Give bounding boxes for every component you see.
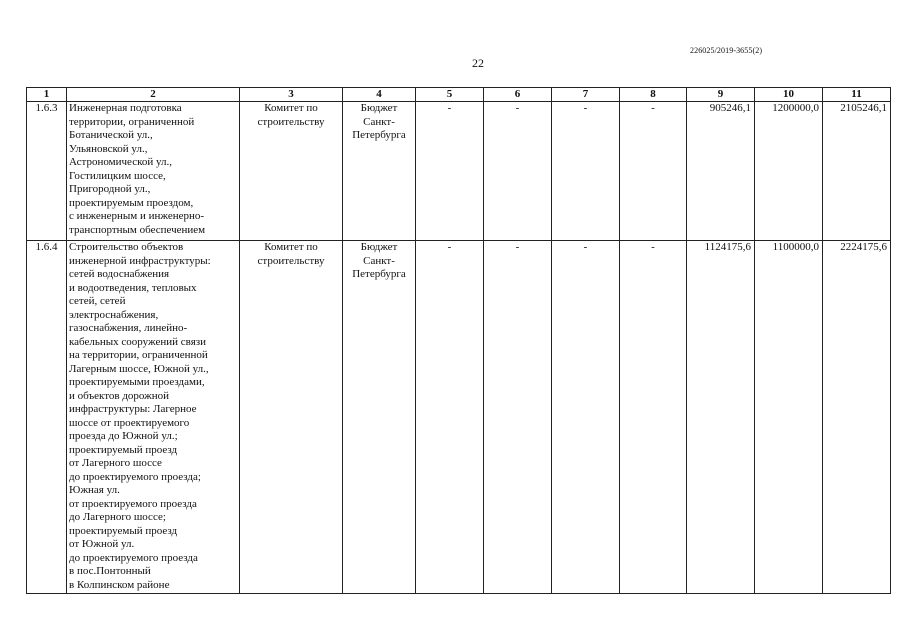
table-header-row bbox=[27, 88, 891, 102]
row-id: 1.6.4 bbox=[27, 241, 67, 594]
column-header: 9 bbox=[687, 88, 755, 102]
column-header: 11 bbox=[823, 88, 891, 102]
table-row bbox=[27, 241, 891, 594]
row-col10: 1100000,0 bbox=[755, 241, 823, 594]
row-col9: 1124175,6 bbox=[687, 241, 755, 594]
row-col10: 1200000,0 bbox=[755, 102, 823, 241]
column-header: 3 bbox=[240, 88, 343, 102]
page-number: 22 bbox=[472, 56, 484, 70]
row-source: Бюджет Санкт-Петербурга bbox=[343, 241, 416, 594]
row-col8: - bbox=[620, 241, 687, 594]
column-header: 1 bbox=[27, 88, 67, 102]
row-executor: Комитет по строительству bbox=[240, 241, 343, 594]
row-id: 1.6.3 bbox=[27, 102, 67, 241]
column-header: 4 bbox=[343, 88, 416, 102]
row-name: Строительство объектов инженерной инфраструктуры: сетей водоснабжения и водоотведения, тепловых сетей, сетей электроснабжения, газоснабжения, линейно- кабельных сооружений связи на территории, ограниченной Лагерным шоссе, Южной ул., проектируемыми проездами, и объектов дорожной инфраструктуры: Лагерное шоссе от проектируемого проезда до Южной ул.; проектируемый проезд от Лагерного шоссе до проектируемого проезда; Южная ул. от проектируемого проезда до Лагерного шоссе; проектируемый проезд от Южной ул. до проектируемого проезда в пос.Понтонный в Колпинском районе bbox=[67, 241, 240, 594]
column-header: 10 bbox=[755, 88, 823, 102]
budget-table bbox=[26, 87, 891, 594]
row-col6: - bbox=[484, 102, 552, 241]
row-col9: 905246,1 bbox=[687, 102, 755, 241]
row-source: Бюджет Санкт-Петербурга bbox=[343, 102, 416, 241]
row-executor: Комитет по строительству bbox=[240, 102, 343, 241]
row-col5: - bbox=[416, 241, 484, 594]
row-col7: - bbox=[552, 102, 620, 241]
row-col11: 2224175,6 bbox=[823, 241, 891, 594]
row-col6: - bbox=[484, 241, 552, 594]
column-header: 7 bbox=[552, 88, 620, 102]
row-col8: - bbox=[620, 102, 687, 241]
column-header: 8 bbox=[620, 88, 687, 102]
row-col11: 2105246,1 bbox=[823, 102, 891, 241]
row-name: Инженерная подготовка территории, ограниченной Ботанической ул., Ульяновской ул., Астрономической ул., Гостилицким шоссе, Пригородной ул., проектируемым проездом, с инженерным и инженерно- транспортным обеспечением bbox=[67, 102, 240, 241]
document-number: 226025/2019-3655(2) bbox=[690, 46, 763, 55]
table-row bbox=[27, 102, 891, 241]
column-header: 6 bbox=[484, 88, 552, 102]
column-header: 5 bbox=[416, 88, 484, 102]
row-col7: - bbox=[552, 241, 620, 594]
row-col5: - bbox=[416, 102, 484, 241]
column-header: 2 bbox=[67, 88, 240, 102]
